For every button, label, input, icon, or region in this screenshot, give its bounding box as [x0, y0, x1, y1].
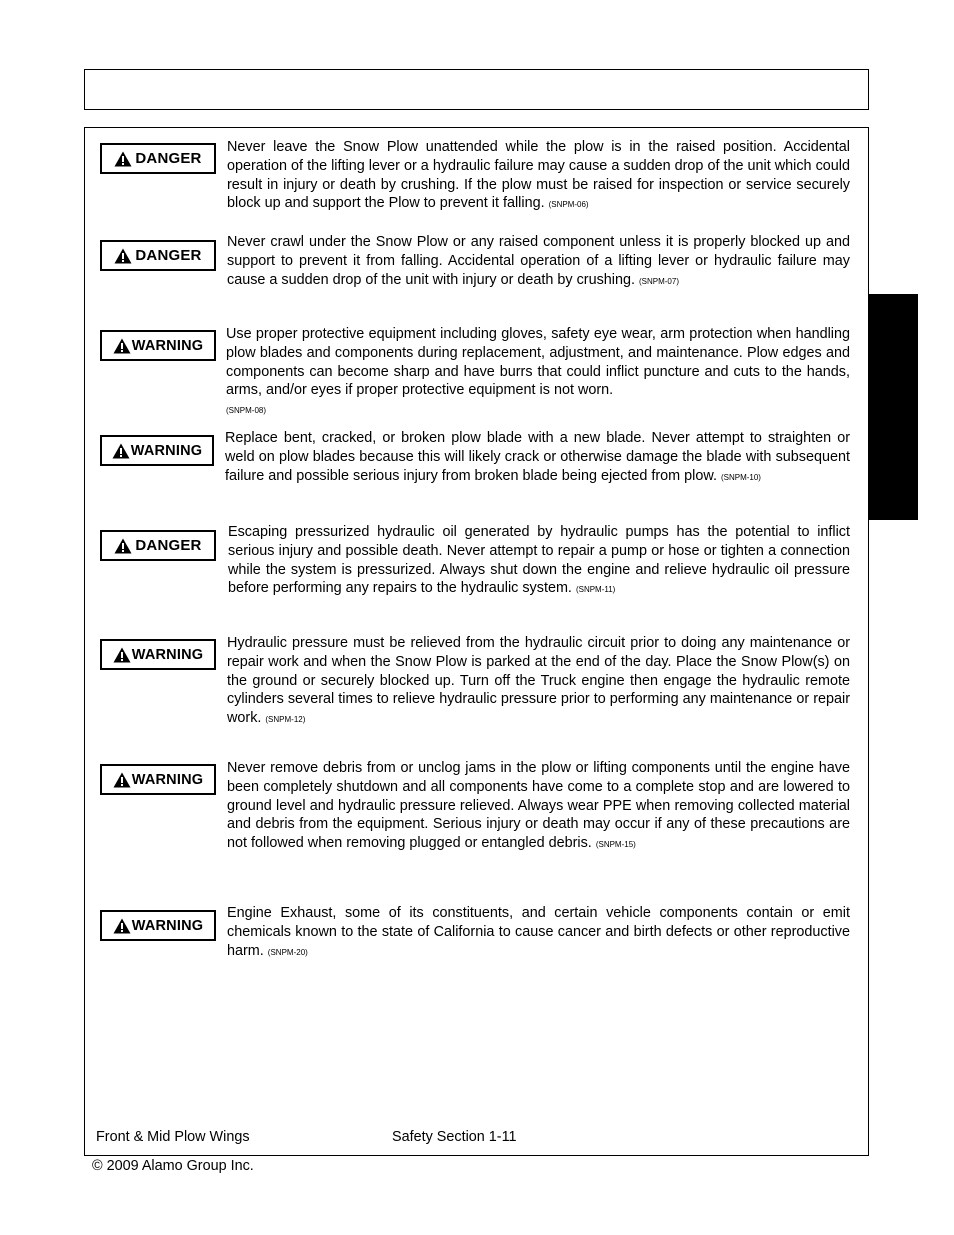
- danger-badge: [100, 240, 216, 271]
- danger-badge: [100, 143, 216, 174]
- warning-triangle-icon: [114, 151, 132, 167]
- badge-label: DANGER: [135, 247, 202, 264]
- warning-badge: [100, 330, 216, 361]
- danger-badge: [100, 530, 216, 561]
- safety-code: (SNPM-15): [595, 840, 636, 850]
- section-tab-marker: [869, 294, 918, 520]
- badge-label: WARNING: [130, 442, 203, 459]
- warning-triangle-icon: [113, 338, 131, 354]
- safety-code: (SNPM-06): [548, 200, 589, 210]
- warning-badge: [100, 764, 216, 795]
- badge-label: DANGER: [135, 537, 202, 554]
- warning-triangle-icon: [114, 538, 132, 554]
- copyright-notice: © 2009 Alamo Group Inc.: [92, 1158, 254, 1174]
- footer-manual-title: Front & Mid Plow Wings: [96, 1129, 250, 1145]
- safety-code: (SNPM-12): [265, 715, 306, 725]
- safety-text: Never remove debris from or unclog jams in the plow or lifting components until the engine have been completely shutdown and all components have come to a complete stop and are lowered to ground level and hydraulic pressure relieved. Always wear PPE when removing collected material and debris from the equipment. Serious injury or death may occur if any of these precautions are not followed when removing plugged or entangled debris. (SNPM-15): [227, 760, 850, 852]
- safety-text: Replace bent, cracked, or broken plow blade with a new blade. Never attempt to straighten or weld on plow blades because this will likely crack or otherwise damage the blade with subsequent failure and possible serious injury from broken blade being ejected from plow. (SNPM-10): [225, 430, 850, 484]
- safety-text: Never crawl under the Snow Plow or any raised component unless it is properly blocked up and support to prevent it from falling. Accidental operation of a lifting lever or hydraulic failure may cause a sudden drop of the unit with injury or death by crushing. (SNPM-07): [227, 234, 850, 288]
- badge-label: DANGER: [135, 150, 202, 167]
- safety-code: (SNPM-07): [638, 276, 679, 286]
- badge-label: WARNING: [131, 337, 204, 354]
- safety-text: Escaping pressurized hydraulic oil generated by hydraulic pumps has the potential to inflict serious injury and possible death. Never attempt to repair a pump or hose or tighten a connection while the system is pressurized. Always shut down the engine and relieve hydraulic oil pressure before performing any repairs to the hydraulic system. (SNPM-11): [228, 524, 850, 597]
- badge-label: WARNING: [131, 646, 204, 663]
- safety-code: (SNPM-20): [267, 947, 308, 957]
- warning-badge: [100, 910, 216, 941]
- safety-code: (SNPM-08): [226, 406, 267, 416]
- warning-triangle-icon: [114, 248, 132, 264]
- warning-badge: [100, 435, 214, 466]
- safety-code: (SNPM-10): [720, 472, 761, 482]
- safety-text: Engine Exhaust, some of its constituents, and certain vehicle components contain or emit chemicals known to the state of California to cause cancer and birth defects or other reproductive harm. (SNPM-20): [227, 905, 850, 959]
- badge-label: WARNING: [131, 917, 204, 934]
- footer-page-number: Safety Section 1-11: [392, 1129, 517, 1145]
- safety-text: Hydraulic pressure must be relieved from the hydraulic circuit prior to doing any maintenance or repair work and when the Snow Plow is parked at the end of the day. Place the Snow Plow(s) on the ground or securely blocked up. Turn off the Truck engine then engage the hydraulic remote cylinders several times to relieve hydraulic pressure prior to performing any maintenance or repair work. (SNPM-12): [227, 635, 850, 727]
- header-box: [84, 69, 869, 110]
- safety-code: (SNPM-11): [575, 585, 616, 595]
- warning-triangle-icon: [113, 772, 131, 788]
- warning-badge: [100, 639, 216, 670]
- badge-label: WARNING: [131, 771, 204, 788]
- safety-text: Use proper protective equipment including gloves, safety eye wear, arm protection when handling plow blades and components during replacement, adjustment, and maintenance. Plow edges and components can become sharp and have burrs that could inflict puncture and cuts to the hands, arms, and/or eyes if proper protective equipment is not worn. (SNPM-08): [226, 325, 850, 421]
- warning-triangle-icon: [112, 443, 130, 459]
- warning-triangle-icon: [113, 918, 131, 934]
- safety-text: Never leave the Snow Plow unattended while the plow is in the raised position. Accidental operation of the lifting lever or a hydraulic failure may cause a sudden drop of the unit which could result in injury or death by crushing. If the plow must be raised for inspection or service securely block up and support the Plow to prevent it falling. (SNPM-06): [227, 139, 850, 212]
- warning-triangle-icon: [113, 647, 131, 663]
